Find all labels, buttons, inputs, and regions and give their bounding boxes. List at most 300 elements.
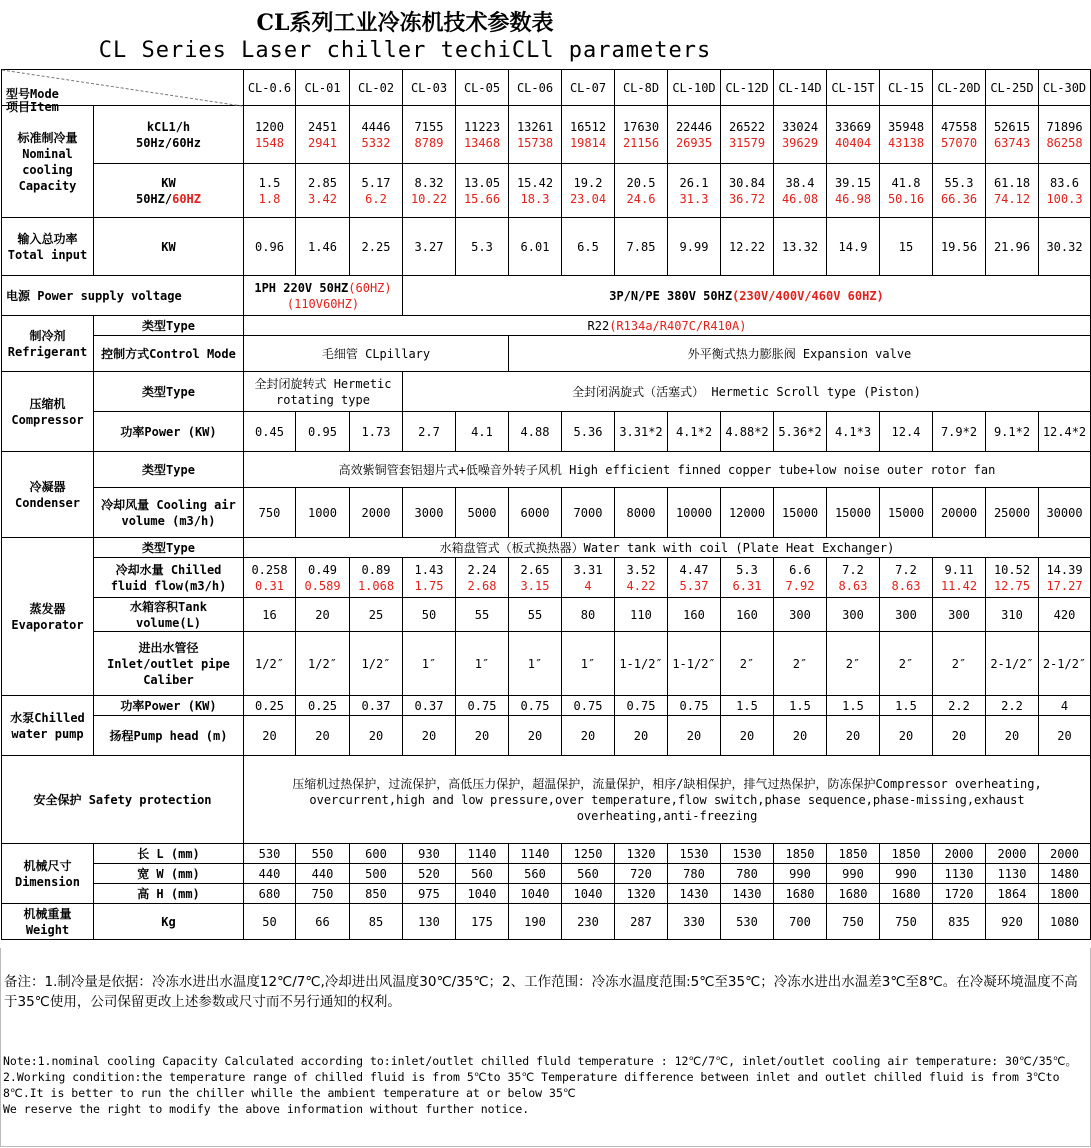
ref-b: (R134a/R407C/R410A) [609,318,747,333]
value-60hz: 0.31 [255,578,284,593]
pipe-value: 2-1/2″ [1039,632,1091,696]
model-header: CL-03 [403,70,456,106]
note-english-line: We reserve the right to modify the above information without further notice. [3,1102,530,1116]
value-60hz: 15738 [516,135,554,150]
value-60hz: 63743 [993,135,1031,150]
compressor-type-large: 全封闭涡旋式（活塞式） Hermetic Scroll type (Piston) [403,372,1091,412]
model-header: CL-0.6 [244,70,296,106]
flow-value [403,558,456,598]
table-row [2,632,1091,696]
pump-power-value: 0.75 [509,696,562,716]
weight-value: 130 [403,904,456,940]
height-value: 1040 [456,884,509,904]
pump-power-value: 1.5 [774,696,827,716]
compressor-label: 压缩机 Compressor [2,372,94,452]
value-50hz: 1200 [255,119,284,134]
model-header: CL-15 [880,70,933,106]
pipe-value: 2″ [721,632,774,696]
evaporator-label: 蒸发器 Evaporator [2,538,94,696]
model-header: CL-14D [774,70,827,106]
value-50hz: 33024 [781,119,819,134]
weight-value: 750 [880,904,933,940]
pump-power-value: 4 [1039,696,1091,716]
pump-head-value: 20 [668,716,721,756]
refrigerant-type-value [244,316,1091,336]
value-60hz: 15.66 [463,191,501,206]
compressor-type-label: 类型Type [94,372,244,412]
value-60hz: 1.75 [414,578,444,593]
kcal-value [244,106,296,164]
value-60hz: 4 [584,578,592,593]
model-header: CL-8D [615,70,668,106]
pump-head-value: 20 [296,716,350,756]
kcal-value [668,106,721,164]
value-60hz: 31579 [728,135,766,150]
length-label: 长 L (mm) [94,844,244,864]
compressor-power-value: 12.4*2 [1039,412,1091,452]
value-50hz: 4.47 [679,562,709,577]
kw-value [933,164,986,218]
kw-value [827,164,880,218]
input-value: 19.56 [933,218,986,276]
tank-label: 水箱容积Tank volume(L) [94,598,244,632]
model-header: CL-30D [1039,70,1091,106]
pump-power-value: 1.5 [880,696,933,716]
evaporator-type-label: 类型Type [94,538,244,558]
value-60hz: 46.08 [781,191,819,206]
pipe-value: 1″ [509,632,562,696]
pump-power-value: 1.5 [721,696,774,716]
pump-head-value: 20 [986,716,1039,756]
pump-power-value: 0.75 [668,696,721,716]
kw-value [244,164,296,218]
pump-power-value: 0.75 [562,696,615,716]
width-value: 1130 [933,864,986,884]
tank-value: 160 [721,598,774,632]
note-english [3,1053,1088,1117]
height-value: 1680 [827,884,880,904]
length-value: 1850 [774,844,827,864]
power-supply-label: 电源 Power supply voltage [2,276,244,316]
input-value: 1.46 [296,218,350,276]
tank-value: 20 [296,598,350,632]
compressor-power-value: 5.36 [562,412,615,452]
weight-value: 85 [350,904,403,940]
pipe-value: 1/2″ [296,632,350,696]
refrigerant-label: 制冷剂 Refrigerant [2,316,94,372]
height-value: 1680 [774,884,827,904]
pipe-value: 1″ [562,632,615,696]
value-50hz: 3.31 [573,562,603,577]
kcal-value [403,106,456,164]
pump-head-value: 20 [562,716,615,756]
value-60hz: 39629 [781,135,819,150]
length-value: 2000 [933,844,986,864]
value-60hz: 26935 [675,135,713,150]
air-volume-value: 8000 [615,488,668,538]
tank-value: 310 [986,598,1039,632]
width-value: 1130 [986,864,1039,884]
weight-value: 66 [296,904,350,940]
value-50hz: 5.17 [361,175,391,190]
kcal-value [880,106,933,164]
pipe-value: 1/2″ [350,632,403,696]
flow-value [296,558,350,598]
pump-head-value: 20 [880,716,933,756]
pipe-value: 2-1/2″ [986,632,1039,696]
value-60hz: 2.68 [467,578,497,593]
table-row [2,412,1091,452]
model-header: CL-01 [296,70,350,106]
value-60hz: 12.75 [993,578,1031,593]
value-60hz: 46.98 [834,191,872,206]
value-50hz: 30.84 [728,175,766,190]
pump-power-value: 0.25 [296,696,350,716]
table-row [2,538,1091,558]
flow-value [350,558,403,598]
pump-head-value: 20 [721,716,774,756]
pipe-value: 1-1/2″ [615,632,668,696]
pump-power-value: 0.37 [350,696,403,716]
kw-unit-b: 50HZ/ [135,191,173,206]
flow-value [668,558,721,598]
tank-value: 25 [350,598,403,632]
table-row [2,106,1091,164]
length-value: 550 [296,844,350,864]
compressor-power-value: 4.1*2 [668,412,721,452]
width-value: 720 [615,864,668,884]
pump-head-value: 20 [244,716,296,756]
flow-value [721,558,774,598]
width-value: 990 [880,864,933,884]
width-value: 780 [721,864,774,884]
value-50hz: 11223 [463,119,501,134]
model-header: CL-05 [456,70,509,106]
table-row [2,558,1091,598]
value-50hz: 15.42 [516,175,554,190]
compressor-power-value: 4.88 [509,412,562,452]
pipe-value: 2″ [880,632,933,696]
input-value: 13.32 [774,218,827,276]
compressor-power-value: 9.1*2 [986,412,1039,452]
table-row [2,336,1091,372]
air-volume-value: 3000 [403,488,456,538]
value-60hz: 31.3 [679,191,709,206]
value-60hz: 4.22 [626,578,656,593]
kcal-value [456,106,509,164]
pump-head-value: 20 [827,716,880,756]
width-value: 440 [296,864,350,884]
value-50hz: 8.32 [414,175,444,190]
table-row [2,884,1091,904]
flow-value [244,558,296,598]
compressor-power-label: 功率Power (KW) [94,412,244,452]
weight-unit: Kg [94,904,244,940]
table-row [2,756,1091,844]
length-value: 1850 [880,844,933,864]
tank-value: 300 [880,598,933,632]
value-50hz: 71896 [1046,119,1083,134]
value-50hz: 1.5 [258,175,281,190]
value-50hz: 33669 [834,119,872,134]
pipe-value: 2″ [827,632,880,696]
kw-value [350,164,403,218]
safety-value: 压缩机过热保护，过流保护，高低压力保护，超温保护，流量保护，相序/缺相保护，排气过热保护，防冻保护Compressor overheating, overcurrent,high and low pressure,over temperature,flow switch,phase sequence,phase-missing,exhaust overheating,anti-freezing [244,756,1091,844]
kcal-value [1039,106,1091,164]
pump-head-value: 20 [456,716,509,756]
input-value: 3.27 [403,218,456,276]
tank-value: 50 [403,598,456,632]
width-value: 520 [403,864,456,884]
length-value: 1530 [721,844,774,864]
length-value: 2000 [986,844,1039,864]
weight-value: 230 [562,904,615,940]
input-label: 输入总功率 Total input [2,218,94,276]
value-60hz: 19814 [569,135,607,150]
pipe-value: 1″ [403,632,456,696]
width-value: 990 [827,864,880,884]
flow-label: 冷却水量 Chilled fluid flow(m3/h) [94,558,244,598]
weight-value: 530 [721,904,774,940]
model-header: CL-20D [933,70,986,106]
tank-value: 300 [774,598,827,632]
kcal-value [933,106,986,164]
tank-value: 160 [668,598,721,632]
table-row [2,904,1091,940]
tank-value: 16 [244,598,296,632]
kw-value [668,164,721,218]
value-50hz: 52615 [993,119,1031,134]
kw-value [403,164,456,218]
value-60hz: 5332 [361,135,391,150]
value-60hz: 57070 [940,135,978,150]
input-value: 2.25 [350,218,403,276]
kw-value [296,164,350,218]
height-value: 975 [403,884,456,904]
tank-value: 300 [933,598,986,632]
pump-power-value: 1.5 [827,696,880,716]
compressor-power-value: 2.7 [403,412,456,452]
weight-value: 920 [986,904,1039,940]
height-value: 1040 [562,884,615,904]
value-50hz: 0.49 [308,562,337,577]
kcal-value [774,106,827,164]
width-value: 440 [244,864,296,884]
compressor-type-small: 全封闭旋转式 Hermetic rotating type [244,372,403,412]
value-60hz: 6.31 [732,578,762,593]
length-value: 600 [350,844,403,864]
height-value: 1320 [615,884,668,904]
value-60hz: 8.63 [838,578,868,593]
value-60hz: 74.12 [993,191,1031,206]
tank-value: 420 [1039,598,1091,632]
model-header: CL-25D [986,70,1039,106]
pump-head-value: 20 [1039,716,1091,756]
flow-value [880,558,933,598]
control-mode-large: 外平衡式热力膨胀阀 Expansion valve [509,336,1091,372]
pump-head-value: 20 [509,716,562,756]
input-value: 15 [880,218,933,276]
pipe-value: 1-1/2″ [668,632,721,696]
value-60hz: 0.589 [304,578,341,593]
air-volume-value: 2000 [350,488,403,538]
compressor-power-value: 4.88*2 [721,412,774,452]
compressor-power-value: 1.73 [350,412,403,452]
tank-value: 300 [827,598,880,632]
condenser-label: 冷凝器 Condenser [2,452,94,538]
value-60hz: 5.37 [679,578,709,593]
value-50hz: 22446 [675,119,713,134]
condenser-type-value: 高效紫铜管套铝翅片式+低噪音外转子风机 High efficient finned copper tube+low noise outer rotor fan [244,452,1091,488]
value-50hz: 10.52 [993,562,1031,577]
kcal-value [350,106,403,164]
value-50hz: 0.89 [361,562,391,577]
pump-power-value: 0.75 [615,696,668,716]
ps-small-b: (60HZ) [348,280,392,295]
model-header: CL-10D [668,70,721,106]
value-60hz: 11.42 [940,578,978,593]
length-value: 1850 [827,844,880,864]
pump-power-label: 功率Power (KW) [94,696,244,716]
value-50hz: 39.15 [834,175,872,190]
air-volume-value: 5000 [456,488,509,538]
note-chinese: 备注：1.制冷量是依据：冷冻水进出水温度12℃/7℃,冷却进出风温度30℃/35℃；2、工作范围：冷冻水温度范围:5℃至35℃；冷冻水进出水温差3℃至8℃。在冷凝环境温度不高于35℃使用，公司保留更改上述参数或尺寸而不另行通知的权利。 [4,974,1078,1010]
air-volume-value: 20000 [933,488,986,538]
value-50hz: 7.2 [842,562,864,577]
control-mode-small: 毛细管 CLpillary [244,336,509,372]
height-value: 1720 [933,884,986,904]
kcal-value [296,106,350,164]
value-50hz: 13261 [516,119,554,134]
width-value: 990 [774,864,827,884]
input-value: 0.96 [244,218,296,276]
width-value: 560 [562,864,615,884]
pipe-value: 1/2″ [244,632,296,696]
value-60hz: 13468 [463,135,501,150]
height-label: 高 H (mm) [94,884,244,904]
value-60hz: 86258 [1046,135,1083,150]
table-row [2,276,1091,316]
height-value: 1040 [509,884,562,904]
value-50hz: 7155 [414,119,444,134]
input-value: 5.3 [456,218,509,276]
value-60hz: 43138 [887,135,925,150]
value-50hz: 7.2 [895,562,917,577]
kw-value [615,164,668,218]
value-50hz: 3.52 [626,562,656,577]
value-50hz: 19.2 [573,175,603,190]
header-corner-bottom: 项目Item [6,100,59,114]
tank-value: 55 [456,598,509,632]
value-50hz: 1.43 [414,562,444,577]
pump-head-value: 20 [774,716,827,756]
air-volume-value: 12000 [721,488,774,538]
control-mode-label: 控制方式Control Mode [94,336,244,372]
value-60hz: 8.63 [891,578,921,593]
value-60hz: 18.3 [520,191,550,206]
model-header: CL-02 [350,70,403,106]
value-50hz: 55.3 [944,175,974,190]
value-50hz: 0.258 [251,562,288,577]
value-50hz: 26.1 [679,175,709,190]
air-volume-value: 15000 [880,488,933,538]
note-english-line: Note:1.nominal cooling Capacity Calculated according to:inlet/outlet chilled fluld temperature : 12℃/7℃, inlet/outlet cooling air temperature: 30℃/35℃。2.Working condition:the temperature range of chilled fluid is from 5℃to 35℃ Temperature difference between inlet and outlet chilled fluid is from 3℃to 8℃.It is better to run the chiller whille the ambient temperature at or below 35℃ [3,1054,1078,1100]
weight-value: 190 [509,904,562,940]
value-50hz: 2451 [308,119,337,134]
air-volume-value: 15000 [827,488,880,538]
kw-unit-c: 60HZ [172,191,202,206]
compressor-power-value: 5.36*2 [774,412,827,452]
kcal-value [827,106,880,164]
height-value: 750 [296,884,350,904]
value-50hz: 35948 [887,119,925,134]
kw-value [456,164,509,218]
kw-unit-a: KW [161,175,176,190]
flow-value [615,558,668,598]
table-row [2,864,1091,884]
height-value: 680 [244,884,296,904]
pump-label: 水泵Chilled water pump [2,696,94,756]
input-value: 30.32 [1039,218,1091,276]
value-50hz: 16512 [569,119,607,134]
evaporator-type-value: 水箱盘管式（板式换热器）Water tank with coil (Plate Heat Exchanger) [244,538,1091,558]
value-50hz: 47558 [940,119,978,134]
input-value: 12.22 [721,218,774,276]
ps-large-b: (230V/400V/460V 60HZ) [732,288,884,303]
weight-value: 287 [615,904,668,940]
kcal-unit: kCL1/h 50Hz/60Hz [94,106,244,164]
model-header: CL-06 [509,70,562,106]
flow-value [827,558,880,598]
value-60hz: 6.2 [365,191,387,206]
compressor-power-value: 12.4 [880,412,933,452]
table-row [2,716,1091,756]
value-60hz: 36.72 [728,191,766,206]
length-value: 1140 [456,844,509,864]
flow-value [1039,558,1091,598]
width-value: 560 [456,864,509,884]
model-header: CL-15T [827,70,880,106]
kw-value [562,164,615,218]
value-50hz: 26522 [728,119,766,134]
flow-value [986,558,1039,598]
flow-value [509,558,562,598]
value-60hz: 2941 [308,135,337,150]
length-value: 1250 [562,844,615,864]
value-60hz: 17.27 [1046,578,1083,593]
value-60hz: 1548 [255,135,284,150]
compressor-power-value: 4.1*3 [827,412,880,452]
flow-value [774,558,827,598]
pump-power-value: 0.37 [403,696,456,716]
table-row [2,696,1091,716]
table-row [2,70,1091,106]
pump-power-value: 0.25 [244,696,296,716]
air-volume-value: 1000 [296,488,350,538]
air-volume-label: 冷却风量 Cooling air volume (m3/h) [94,488,244,538]
value-60hz: 100.3 [1046,191,1083,206]
kcal-value [986,106,1039,164]
dimension-label: 机械尺寸 Dimension [2,844,94,904]
value-60hz: 3.42 [308,191,337,206]
air-volume-value: 7000 [562,488,615,538]
pump-power-value: 2.2 [986,696,1039,716]
tank-value: 55 [509,598,562,632]
value-50hz: 17630 [622,119,660,134]
value-50hz: 2.85 [308,175,337,190]
tank-value: 110 [615,598,668,632]
safety-label: 安全保护 Safety protection [2,756,244,844]
